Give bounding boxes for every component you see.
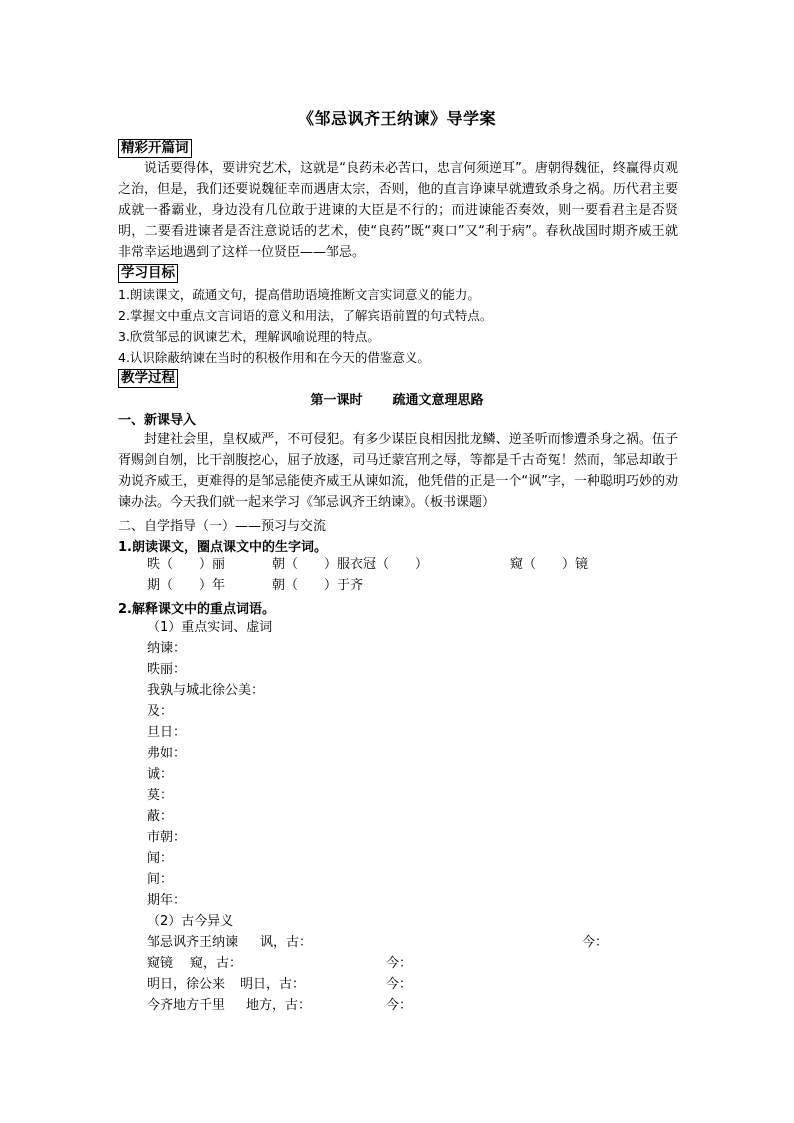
term-item: 市朝： bbox=[147, 830, 187, 845]
intro-heading: 一、新课导入 bbox=[118, 413, 197, 428]
section-heading-objectives: 学习目标 bbox=[118, 264, 178, 283]
diff-word: 明日，古： bbox=[240, 977, 306, 992]
diff-phrase: 明日，徐公来 bbox=[147, 977, 226, 992]
objective-item: 1.朗读课文，疏通文句，提高借助语境推断文言实词意义的能力。 bbox=[118, 287, 480, 302]
term-item: 昳丽： bbox=[147, 662, 187, 677]
self-guide-heading: 二、自学指导（一）——预习与交流 bbox=[118, 519, 327, 534]
pinyin-blank: 朝（ ）服衣冠（ ） bbox=[272, 557, 429, 572]
term-item: 我孰与城北徐公美： bbox=[147, 683, 265, 698]
lesson-name: 疏通文意理思路 bbox=[392, 393, 484, 408]
term-item: 纳谏： bbox=[147, 641, 187, 656]
section-heading-opening: 精彩开篇词 bbox=[118, 139, 192, 158]
sub2-heading: （2）古今异义 bbox=[147, 914, 234, 929]
objective-item: 3.欣赏邹忌的讽谏艺术，理解讽喻说理的特点。 bbox=[118, 329, 380, 344]
task2-heading: 2.解释课文中的重点词语。 bbox=[118, 602, 275, 617]
term-item: 旦日： bbox=[147, 725, 187, 740]
intro-paragraph: 封建社会里，皇权威严，不可侵犯。有多少谋臣良相因批龙鳞、逆圣听而惨遭杀身之祸。伍子胥赐剑自刎，比干剖腹挖心，屈子放逐，司马迁蒙宫刑之辱，等都是千古奇冤！然而，邹忌却敢于劝说齐威王，更难得的是邹忌能使齐威王从谏如流，他凭借的正是一个“讽”字，一种聪明巧妙的劝谏办法。今天我们就一起来学习《邹忌讽齐王纳谏》。（板书课题） bbox=[118, 432, 678, 510]
pinyin-blank: 窥（ ）镜 bbox=[510, 557, 589, 572]
term-item: 蔽： bbox=[147, 809, 174, 824]
term-item: 及： bbox=[147, 704, 174, 719]
objective-item: 2.掌握文中重点文言词语的意义和用法，了解宾语前置的句式特点。 bbox=[118, 308, 493, 323]
page-title: 《邹忌讽齐王纳谏》导学案 bbox=[297, 109, 496, 128]
opening-paragraph: 说话要得体，要讲究艺术，这就是“良药未必苦口，忠言何须逆耳”。唐朝得魏征，终赢得贞观之治，但是，我们还要说魏征幸而遇唐太宗，否则，他的直言诤谏早就遭致杀身之祸。历代君主要成就一番霸业，身边没有几位敢于进谏的大臣是不行的；而进谏能否奏效，则一要看君主是否贤明，二要看进谏者是否注意说话的艺术，使“良药”既“爽口”又“利于病”。春秋战国时期齐威王就非常幸运地遇到了这样一位贤臣——邹忌。 bbox=[118, 161, 678, 260]
pinyin-blank: 期（ ）年 bbox=[147, 578, 226, 593]
sub1-heading: （1）重点实词、虚词 bbox=[147, 620, 273, 635]
diff-now: 今： bbox=[386, 956, 413, 971]
section-heading-process: 教学过程 bbox=[118, 369, 178, 388]
term-item: 闻： bbox=[147, 851, 174, 866]
term-item: 期年： bbox=[147, 893, 187, 908]
diff-now: 今： bbox=[582, 935, 609, 950]
diff-now: 今： bbox=[386, 998, 413, 1013]
diff-phrase: 邹忌讽齐王纳谏 bbox=[147, 935, 239, 950]
diff-word: 讽，古： bbox=[260, 935, 313, 950]
term-item: 诚： bbox=[147, 767, 174, 782]
diff-now: 今： bbox=[386, 977, 413, 992]
term-item: 弗如： bbox=[147, 746, 187, 761]
term-item: 莫： bbox=[147, 788, 174, 803]
diff-word: 窥，古： bbox=[190, 956, 243, 971]
pinyin-blank: 昳（ ）丽 bbox=[147, 557, 226, 572]
diff-phrase: 今齐地方千里 bbox=[147, 998, 226, 1013]
lesson-number: 第一课时 bbox=[310, 393, 363, 408]
diff-word: 地方，古： bbox=[246, 998, 312, 1013]
objective-item: 4.认识除蔽纳谏在当时的积极作用和在今天的借鉴意义。 bbox=[118, 350, 430, 365]
lesson-title bbox=[0, 389, 794, 408]
term-item: 间： bbox=[147, 872, 174, 887]
task1-heading: 1.朗读课文，圈点课文中的生字词。 bbox=[118, 540, 327, 555]
diff-phrase: 窥镜 bbox=[147, 956, 174, 971]
pinyin-blank: 朝（ ）于齐 bbox=[272, 578, 364, 593]
